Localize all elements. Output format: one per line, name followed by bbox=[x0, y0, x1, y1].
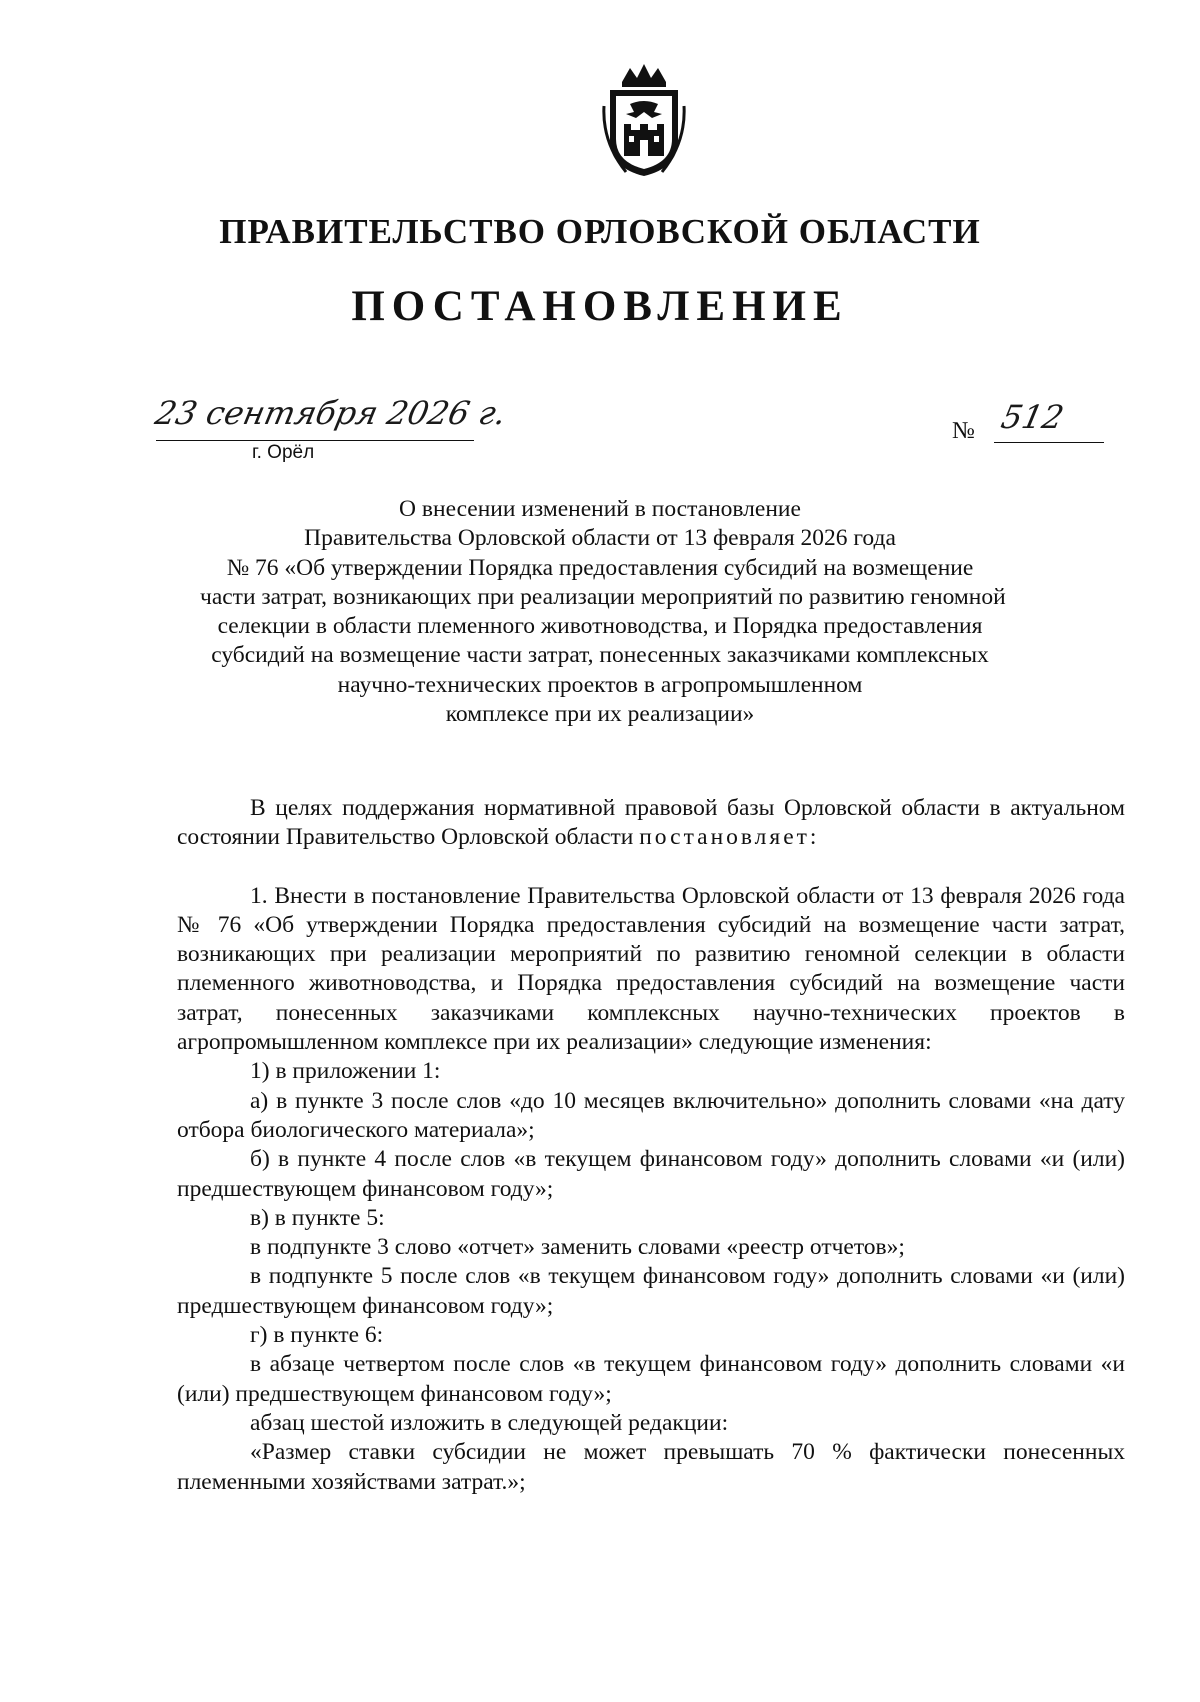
body-paragraph: в подпункте 3 слово «отчет» заменить словами «реестр отчетов»; bbox=[250, 1234, 905, 1261]
subject-line: части затрат, возникающих при реализации мероприятий по развитию геномной bbox=[200, 583, 1006, 610]
body-paragraph: абзац шестой изложить в следующей редакции: bbox=[250, 1409, 729, 1436]
number-underline bbox=[994, 442, 1104, 443]
subject-line: селекции в области племенного животноводства, и Порядка предоставления bbox=[217, 613, 983, 640]
body-paragraph: в абзаце четвертом после слов «в текущем финансовом году» дополнить словами «и (или) предшествующем финансовом году»; bbox=[177, 1351, 1125, 1407]
organization-title: ПРАВИТЕЛЬСТВО ОРЛОВСКОЙ ОБЛАСТИ bbox=[219, 212, 981, 251]
body-paragraph: в) в пункте 5: bbox=[250, 1204, 385, 1231]
subject-line: научно-технических проектов в агропромышленном bbox=[337, 671, 863, 698]
preamble-paragraph bbox=[177, 794, 1125, 853]
number-sign: № bbox=[952, 418, 975, 444]
decree-word: постановляет: bbox=[639, 824, 820, 851]
subject-line: субсидий на возмещение части затрат, понесенных заказчиками комплексных bbox=[211, 642, 989, 669]
handwritten-number: 512 bbox=[997, 398, 1068, 436]
body-paragraph: 1. Внести в постановление Правительства Орловской области от 13 февраля 2026 года № 76 «Об утверждении Порядка предоставления субсидий на возмещение части затрат, возникающих при реализации мероприятий по развитию геномной селекции в области племенного животноводства, и Порядка предоставления субсидий на возмещение части затрат, понесенных заказчиками комплексных научно-технических проектов в агропромышленном комплексе при их реализации» следующие изменения: bbox=[177, 882, 1125, 1056]
body-paragraph: «Размер ставки субсидии не может превышать 70 % фактически понесенных племенными хозяйствами затрат.»; bbox=[177, 1439, 1125, 1495]
body-paragraph: г) в пункте 6: bbox=[250, 1322, 384, 1349]
document-type-title: ПОСТАНОВЛЕНИЕ bbox=[351, 283, 849, 330]
subject-line: Правительства Орловской области от 13 февраля 2026 года bbox=[304, 525, 896, 552]
handwritten-date: 23 сентября 2026 г. bbox=[151, 394, 510, 432]
subject-line: комплексе при их реализации» bbox=[445, 701, 755, 728]
subject-line: № 76 «Об утверждении Порядка предоставления субсидий на возмещение bbox=[226, 554, 974, 581]
subject-line: О внесении изменений в постановление bbox=[399, 496, 801, 522]
preamble-text: В целях поддержания нормативной правовой базы Орловской области в актуальном состоянии Правительство Орловской области bbox=[177, 795, 1125, 851]
body-paragraph: б) в пункте 4 после слов «в текущем финансовом году» дополнить словами «и (или) предшествующем финансовом году»; bbox=[177, 1146, 1125, 1202]
body-paragraph: в подпункте 5 после слов «в текущем финансовом году» дополнить словами «и (или) предшествующем финансовом году»; bbox=[177, 1263, 1125, 1319]
date-underline bbox=[156, 440, 474, 441]
body-paragraph: 1) в приложении 1: bbox=[250, 1058, 441, 1085]
body-paragraph: а) в пункте 3 после слов «до 10 месяцев включительно» дополнить словами «на дату отбора биологического материала»; bbox=[177, 1087, 1125, 1143]
document-subject bbox=[200, 495, 1006, 729]
city-label: г. Орёл bbox=[252, 442, 315, 463]
coat-of-arms-icon bbox=[600, 62, 688, 180]
document-body bbox=[177, 794, 1125, 1497]
